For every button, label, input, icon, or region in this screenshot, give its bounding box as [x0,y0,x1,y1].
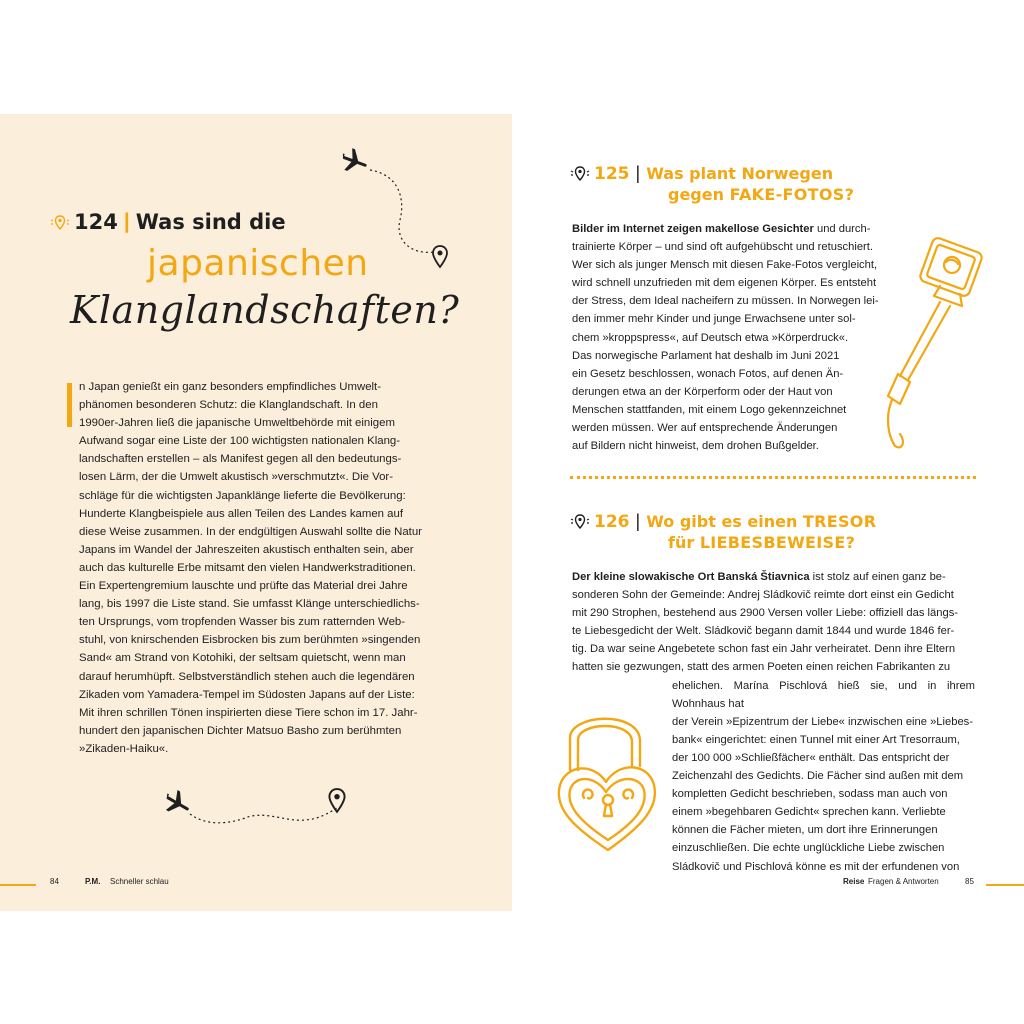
drop-cap-i [67,383,72,427]
text-line: trainierte Körper – und sind oft aufgehübscht und retuschiert. [572,241,874,254]
question-125-heading [570,163,854,205]
text-line: derungen etwa an der Körperform oder der Haut von [572,385,833,398]
first-line [572,220,902,238]
text-line: Ein Expertengremium lauschte und prüfte das Material drei Jahre [79,580,408,593]
text-line: schläge für die wichtigsten Japanklänge lieferte die Bevölkerung: [79,489,406,502]
text-line: wird schnell unzufrieden mit dem eigenen Körper. Es entsteht [572,277,877,290]
text-line: Aufwand sogar eine Liste der 100 wichtigsten nationalen Klang- [79,435,401,448]
text-line: mit 290 Strophen, bestehend aus 2900 Versen voller Liebe: offiziell das längs- [572,607,959,620]
footer-subtitle: Fragen & Antworten [868,877,939,886]
title-question-mark: ? [844,185,854,204]
map-pin-icon [328,788,346,814]
text-line: Sand« am Strand von Kotohiki, der seltsam quietscht, wenn man [79,652,406,665]
separator: | [123,210,130,233]
title-line-2 [668,532,876,553]
footer-section: Reise [843,877,865,886]
text-line: landschaften erstellen – als Manifest gegen all den bedeutungs- [79,453,402,466]
footer-brand: P.M. [85,877,101,886]
text-line: ehelichen. Marína Pischlová hieß sie, und in ihrem Wohnhaus hat [672,679,975,710]
page-number-left: 84 [50,877,59,886]
text-line: Japans im Wandel der Jahreszeiten akustisch enthalten sein, aber [79,543,414,556]
separator: | [635,511,641,531]
map-pin-icon [432,245,448,269]
footer-rule-left [0,884,36,886]
text-line: darauf herumhüpft. Selbstverständlich stehen auch die legendären [79,670,415,683]
first-line-rest: ist stolz auf einen ganz be- [809,571,946,583]
heart-padlock-icon [548,700,668,860]
article-124-body [79,378,429,758]
footer-rule-right [986,884,1024,886]
question-number: 125 [594,163,630,184]
text-line: können die Fächer mieten, um dort ihre Erinnerungen [672,824,938,837]
text-line: 1990er-Jahren ließ die japanische Umweltbehörde mit einigem [79,417,395,430]
location-idea-icon [570,513,590,531]
location-idea-icon [570,165,590,183]
question-number: 124 [74,210,118,234]
text-line: »Zikaden-Haiku«. [79,742,169,755]
text-line: Sládkovič und Pischlová könne es mit der erfundenen von [672,860,960,873]
text-line: te Liebesgedicht der Welt. Sládkovič begann damit 1844 und wurde 1846 fer- [572,625,955,638]
text-line: tig. Da war seine Angebetete schon fast ein Jahr verheiratet. Denn ihre Eltern [572,643,956,656]
text-line: Zeichenzahl des Gedichts. Die Fächer sind außen mit dem [672,770,964,783]
footer-book-title: Schneller schlau [110,877,169,886]
text-line: Zikaden vom Yamadera-Tempel im Südosten Japans auf der Liste: [79,688,415,701]
article-125-body [572,220,902,455]
text-line: losen Lärm, der die Umwelt akustisch »verschmutzt«. Die Vor- [79,471,393,484]
text-line: einem »begehbaren Gedicht« sprechen kann. Verliebte [672,806,946,819]
title-text: für [668,533,700,552]
lead-text: Der kleine slowakische Ort Banská Štiavnica [572,571,810,583]
text-line: hatten sie gezwungen, statt des armen Poeten einen reichen Fabrikanten zu [572,661,951,674]
text-line: auf Bildern nicht hinweist, dem drohen Bußgelder. [572,440,819,453]
selfie-stick-icon [870,236,1010,466]
title-line-2: japanischen [147,243,369,284]
section-divider [570,476,976,479]
question-124-heading [50,210,286,234]
first-line-rest: und durch- [813,223,871,235]
text-line: diese Weise zusammen. In der endgültigen Auswahl sollte die Natur [79,525,422,538]
question-number: 126 [594,511,630,532]
text-line: der Stress, dem Ideal nacheifern zu müssen. In Norwegen lei- [572,295,879,308]
text-line: Mit ihren schrillen Tönen inspirierten diese Tiere schon im 17. Jahr- [79,706,418,719]
page-number-right: 85 [965,877,974,886]
text-line: hundert den japanischen Dichter Matsuo Basho zum berühmten [79,724,402,737]
text-line: bank« eingerichtet: einen Tunnel mit einer Art Tresorraum, [672,733,960,746]
title-line-2 [668,184,854,205]
title-question-mark: ? [845,533,855,552]
text-line: werden müssen. Wer auf entsprechende Änderungen [572,422,838,435]
text-line: kompletten Gedicht beschrieben, sodass man auch von [672,788,948,801]
text-line: stuhl, von knirschenden Eisbrocken bis zum berühmten »singenden [79,634,421,647]
text-line: sonderen Sohn der Gemeinde: Andrej Sládkovič reimte dort einst ein Gedicht [572,589,954,602]
title-line-1: Was sind die [135,210,286,234]
text-line: ten Ursprungs, vom tropfenden Wasser bis zum ratternden Web- [79,616,406,629]
separator: | [635,163,641,183]
text-line: der Verein »Epizentrum der Liebe« inzwischen eine »Liebes- [672,715,974,728]
text-line: Hunderte Klangbeispiele aus allen Teilen des Landes kamen auf [79,507,404,520]
text-line: Das norwegische Parlament hat deshalb im Juni 2021 [572,349,840,362]
title-strong: LIEBESBEWEISE [699,533,846,552]
lead-text: Bilder im Internet zeigen makellose Gesichter [572,223,814,235]
text-line: einzuschließen. Die echte unglückliche Liebe zwischen [672,842,945,855]
text-line: lang, bis 1997 die Liste stand. Sie umfasst Klänge unterschiedlichs- [79,598,420,611]
text-line: ein Gesetz beschlossen, wonach Fotos, auf denen Än- [572,367,844,380]
text-line: den immer mehr Kinder und junge Erwachsene unter sol- [572,313,856,326]
location-idea-icon [50,214,70,232]
flight-path-dotted-bottom [185,800,345,830]
text-line: phänomen besonderen Schutz: die Klanglandschaft. In den [79,399,378,412]
title-line-3: Klanglandschaften? [70,288,460,332]
title-line-1 [646,511,876,532]
title-text: Wo gibt es einen [646,512,803,531]
question-126-heading [570,511,876,553]
text-line: n Japan genießt ein ganz besonders empfindliches Umwelt- [79,381,382,393]
text-line: Wer sich als junger Mensch mit diesen Fake-Fotos vergleicht, [572,259,878,272]
title-text: gegen [668,185,730,204]
text-line: chem »kroppspress«, auf Deutsch etwa »Körperdruck«. [572,331,849,344]
first-line [572,568,975,586]
text-line: der 100 000 »Schließfächer« enthält. Das entspricht der [672,751,950,764]
text-line: Menschen stattfanden, mit einem Logo gekennzeichnet [572,403,847,416]
title-line-1: Was plant Norwegen [646,164,834,183]
text-line: auch das kulturelle Erbe mitsamt den vielen Handwerkstraditionen. [79,561,416,574]
title-strong: FAKE-FOTOS [729,185,845,204]
title-strong: TRESOR [802,512,877,531]
